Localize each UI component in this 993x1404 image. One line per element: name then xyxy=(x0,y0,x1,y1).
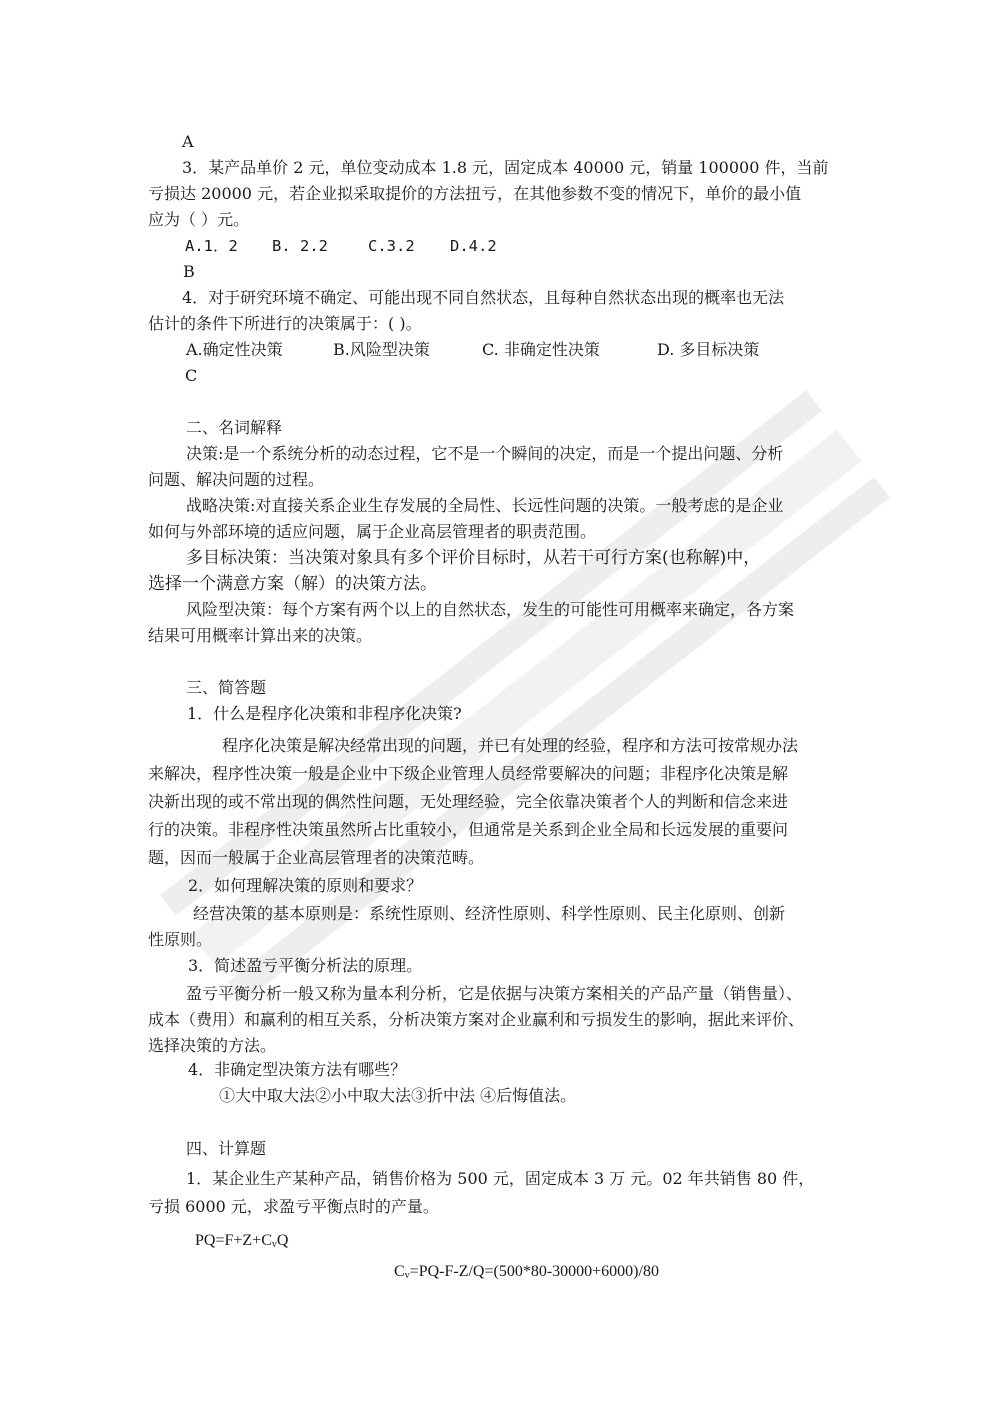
term-3-line1: 多目标决策：当决策对象具有多个评价目标时，从若干可行方案(也称解)中， xyxy=(186,548,761,568)
q3-option-c: C.3.2 xyxy=(368,237,415,255)
formula-1 xyxy=(195,1230,895,1256)
q4-text-line2: 估计的条件下所进行的决策属于：( )。 xyxy=(148,314,422,333)
q3-text-line2: 亏损达 20000 元，若企业拟采取提价的方法扭亏，在其他参数不变的情况下，单价的最小值 xyxy=(148,184,802,203)
q3-answer: B xyxy=(183,262,195,281)
term-3-line2: 选择一个满意方案（解）的决策方法。 xyxy=(148,574,437,594)
q4-option-d: D. 多目标决策 xyxy=(657,340,760,359)
short-q3: 3．简述盈亏平衡分析法的原理。 xyxy=(188,956,423,975)
short-a1-line3: 决新出现的或不常出现的偶然性问题，无处理经验，完全依靠决策者个人的判断和信念来进 xyxy=(148,792,789,811)
q3-text-line3: 应为（ ）元。 xyxy=(148,210,250,229)
q3-option-b: B. 2.2 xyxy=(272,237,328,255)
q4-text-line1: 4．对于研究环境不确定、可能出现不同自然状态，且每种自然状态出现的概率也无法 xyxy=(182,288,785,307)
formula-2-tail: =PQ-F-Z/Q=(500*80-30000+6000)/80 xyxy=(409,1263,659,1280)
term-2-line1: 战略决策:对直接关系企业生存发展的全局性、长远性问题的决策。一般考虑的是企业 xyxy=(186,496,784,515)
short-a3-line1: 盈亏平衡分析一般又称为量本利分析，它是依据与决策方案相关的产品产量（销售量）、 xyxy=(186,984,803,1003)
short-a2-line2: 性原则。 xyxy=(148,930,213,949)
q2-answer: A xyxy=(182,132,194,151)
short-q2: 2．如何理解决策的原则和要求？ xyxy=(188,876,423,895)
short-a1-line5: 题，因而一般属于企业高层管理者的决策范畴。 xyxy=(148,848,485,867)
short-a3-line2: 成本（费用）和赢利的相互关系，分析决策方案对企业赢利和亏损发生的影响，据此来评价、 xyxy=(148,1010,805,1029)
formula-2 xyxy=(394,1261,993,1287)
short-a4-line1: ①大中取大法②小中取大法③折中法 ④后悔值法。 xyxy=(219,1086,577,1105)
short-a3-line3: 选择决策的方法。 xyxy=(148,1036,277,1055)
short-a1-line1: 程序化决策是解决经常出现的问题，并已有处理的经验，程序和方法可按常规办法 xyxy=(222,736,799,755)
q3-option-a: A.1．2 xyxy=(185,237,238,255)
q4-option-a: A.确定性决策 xyxy=(186,340,283,359)
q4-option-c: C. 非确定性决策 xyxy=(482,340,600,359)
term-4-line2: 结果可用概率计算出来的决策。 xyxy=(148,626,373,645)
section-3-heading: 三、简答题 xyxy=(186,678,267,697)
q4-answer: C xyxy=(185,366,198,385)
formula-2-subscript: v xyxy=(404,1270,410,1281)
term-1-line2: 问题、解决问题的过程。 xyxy=(148,470,325,489)
section-2-heading: 二、名词解释 xyxy=(186,418,283,437)
formula-1-subscript: v xyxy=(271,1239,277,1250)
term-2-line2: 如何与外部环境的适应问题，属于企业高层管理者的职责范围。 xyxy=(148,522,597,541)
short-q1: 1．什么是程序化决策和非程序化决策? xyxy=(187,704,462,723)
short-a1-line4: 行的决策。非程序性决策虽然所占比重较小，但通常是关系到企业全局和长远发展的重要问 xyxy=(148,820,789,839)
q4-option-b: B.风险型决策 xyxy=(333,340,430,359)
section-4-heading: 四、计算题 xyxy=(186,1139,267,1158)
formula-1-tail: Q xyxy=(276,1232,289,1249)
short-a1-line2: 来解决，程序性决策一般是企业中下级企业管理人员经常要解决的问题；非程序化决策是解 xyxy=(148,764,789,783)
term-4-line1: 风险型决策：每个方案有两个以上的自然状态，发生的可能性可用概率来确定，各方案 xyxy=(186,600,795,619)
calc-1-line1: 1．某企业生产某种产品，销售价格为 500 元，固定成本 3 万 元。02 年共销售 80 件， xyxy=(186,1169,815,1188)
formula-2-main: C xyxy=(394,1263,405,1280)
term-1-line1: 决策:是一个系统分析的动态过程，它不是一个瞬间的决定，而是一个提出问题、分析 xyxy=(186,444,784,463)
short-q4: 4．非确定型决策方法有哪些？ xyxy=(188,1060,407,1079)
short-a2-line1: 经营决策的基本原则是：系统性原则、经济性原则、科学性原则、民主化原则、创新 xyxy=(193,904,786,923)
q3-option-d: D.4.2 xyxy=(450,237,497,255)
calc-1-line2: 亏损 6000 元，求盈亏平衡点时的产量。 xyxy=(148,1197,439,1216)
formula-1-main: PQ=F+Z+C xyxy=(195,1232,272,1249)
q3-text-line1: 3．某产品单价 2 元，单位变动成本 1.8 元，固定成本 40000 元，销量 100000 件，当前 xyxy=(182,158,829,177)
